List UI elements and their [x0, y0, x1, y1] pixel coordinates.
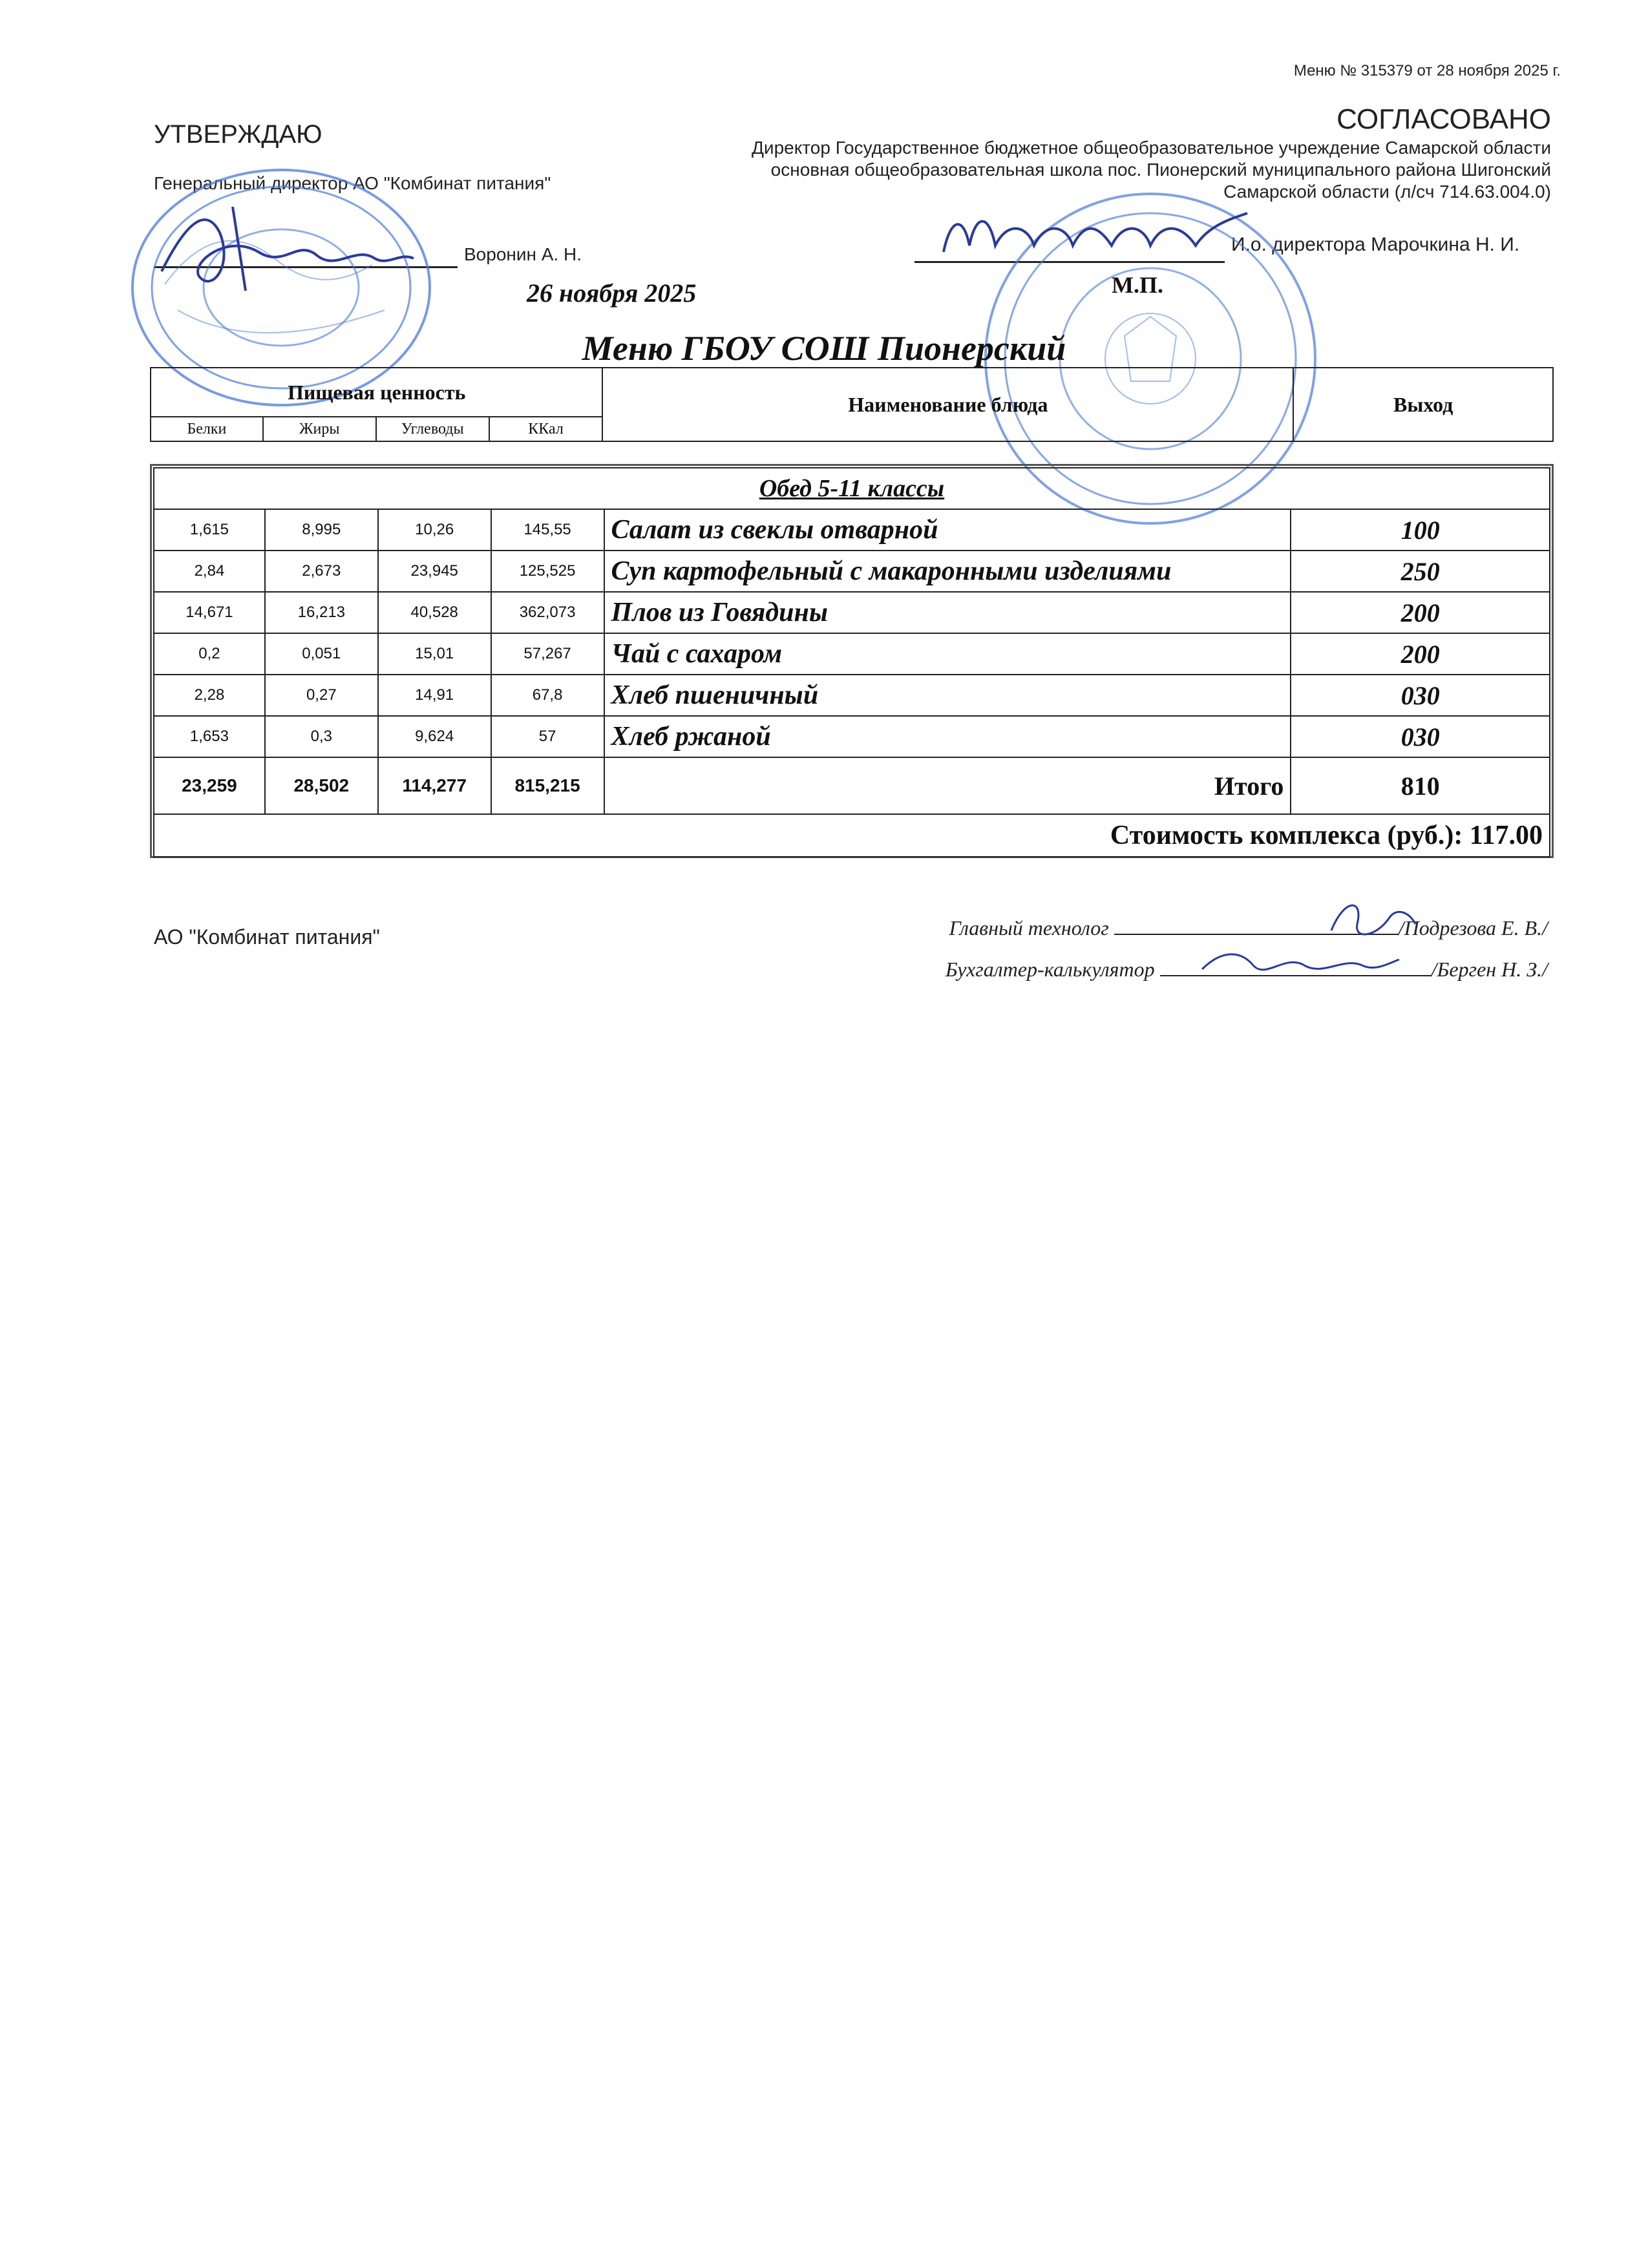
technologist-name: /Подрезова Е. В./ [1398, 916, 1548, 940]
table-row [154, 509, 1550, 551]
fat-cell: 16,213 [265, 592, 378, 633]
table-row [154, 675, 1550, 716]
technologist-signature-row [949, 916, 1548, 940]
kcal-cell: 362,073 [491, 592, 604, 633]
protein-cell: 2,28 [154, 675, 265, 716]
nutrition-header: Пищевая ценность [151, 368, 602, 417]
menu-body-table [153, 467, 1550, 857]
section-title: Обед 5-11 классы [154, 468, 1550, 509]
accountant-signature-row [945, 958, 1548, 982]
total-protein: 23,259 [154, 757, 265, 814]
footer-org: АО "Комбинат питания" [154, 925, 380, 949]
fat-cell: 0,051 [265, 633, 378, 675]
dish-output: 030 [1291, 675, 1550, 716]
dish-name: Салат из свеклы отварной [604, 509, 1291, 551]
total-row [154, 757, 1550, 814]
stamp-label: М.П. [1112, 272, 1163, 298]
carbs-cell: 14,91 [378, 675, 491, 716]
fat-cell: 0,3 [265, 716, 378, 757]
table-row [154, 716, 1550, 757]
dish-header: Наименование блюда [602, 368, 1293, 441]
carbs-cell: 40,528 [378, 592, 491, 633]
agree-name: И.о. директора Марочкина Н. И. [1231, 234, 1520, 255]
total-kcal: 815,215 [491, 757, 604, 814]
fat-cell: 2,673 [265, 551, 378, 592]
fat-header: Жиры [263, 417, 376, 441]
carbs-cell: 9,624 [378, 716, 491, 757]
kcal-cell: 145,55 [491, 509, 604, 551]
dish-name: Хлеб пшеничный [604, 675, 1291, 716]
accountant-signature-line [1160, 975, 1431, 976]
approve-signature-line [154, 266, 458, 268]
kcal-cell: 125,525 [491, 551, 604, 592]
table-row [154, 592, 1550, 633]
menu-header-table [150, 367, 1554, 442]
technologist-label: Главный технолог [949, 916, 1109, 940]
approve-name: Воронин А. Н. [464, 244, 582, 264]
approve-title: УТВЕРЖДАЮ [154, 120, 322, 149]
total-output: 810 [1291, 757, 1550, 814]
total-label: Итого [604, 757, 1291, 814]
table-row [154, 551, 1550, 592]
total-fat: 28,502 [265, 757, 378, 814]
fat-cell: 0,27 [265, 675, 378, 716]
dish-output: 200 [1291, 592, 1550, 633]
protein-cell: 14,671 [154, 592, 265, 633]
protein-cell: 1,615 [154, 509, 265, 551]
approve-signature [149, 194, 420, 304]
total-carbs: 114,277 [378, 757, 491, 814]
table-row [154, 633, 1550, 675]
kcal-cell: 67,8 [491, 675, 604, 716]
agree-title: СОГЛАСОВАНО [1336, 103, 1551, 135]
protein-cell: 1,653 [154, 716, 265, 757]
kcal-cell: 57,267 [491, 633, 604, 675]
approve-position: Генеральный директор АО "Комбинат питания" [154, 173, 551, 193]
carbs-cell: 10,26 [378, 509, 491, 551]
technologist-signature-line [1114, 934, 1399, 935]
dish-name: Плов из Говядины [604, 592, 1291, 633]
document-title: Меню ГБОУ СОШ Пионерский [582, 329, 1066, 368]
accountant-name: /Берген Н. З./ [1431, 958, 1548, 981]
dish-output: 250 [1291, 551, 1550, 592]
complex-cost: Стоимость комплекса (руб.): 117.00 [154, 814, 1550, 857]
agree-text: Директор Государственное бюджетное общеобразовательное учреждение Самарской области основная общеобразовательная школа пос. Пионерский муниципального района Шигонский Самарской области (л/сч 714.63.004.0) [751, 138, 1551, 202]
dish-name: Суп картофельный с макаронными изделиями [604, 551, 1291, 592]
protein-cell: 2,84 [154, 551, 265, 592]
protein-cell: 0,2 [154, 633, 265, 675]
kcal-header: ККал [489, 417, 603, 441]
kcal-cell: 57 [491, 716, 604, 757]
carbs-header: Углеводы [376, 417, 489, 441]
dish-output: 030 [1291, 716, 1550, 757]
agree-signature [931, 194, 1254, 278]
agree-signature-line [914, 261, 1225, 263]
dish-output: 200 [1291, 633, 1550, 675]
protein-header: Белки [151, 417, 263, 441]
output-header: Выход [1293, 368, 1553, 441]
carbs-cell: 23,945 [378, 551, 491, 592]
carbs-cell: 15,01 [378, 633, 491, 675]
fat-cell: 8,995 [265, 509, 378, 551]
dish-name: Хлеб ржаной [604, 716, 1291, 757]
accountant-label: Бухгалтер-калькулятор [945, 958, 1155, 981]
dish-name: Чай с сахаром [604, 633, 1291, 675]
menu-number: Меню № 315379 от 28 ноября 2025 г. [1293, 62, 1561, 79]
approve-date: 26 ноября 2025 [527, 278, 697, 308]
dish-output: 100 [1291, 509, 1550, 551]
